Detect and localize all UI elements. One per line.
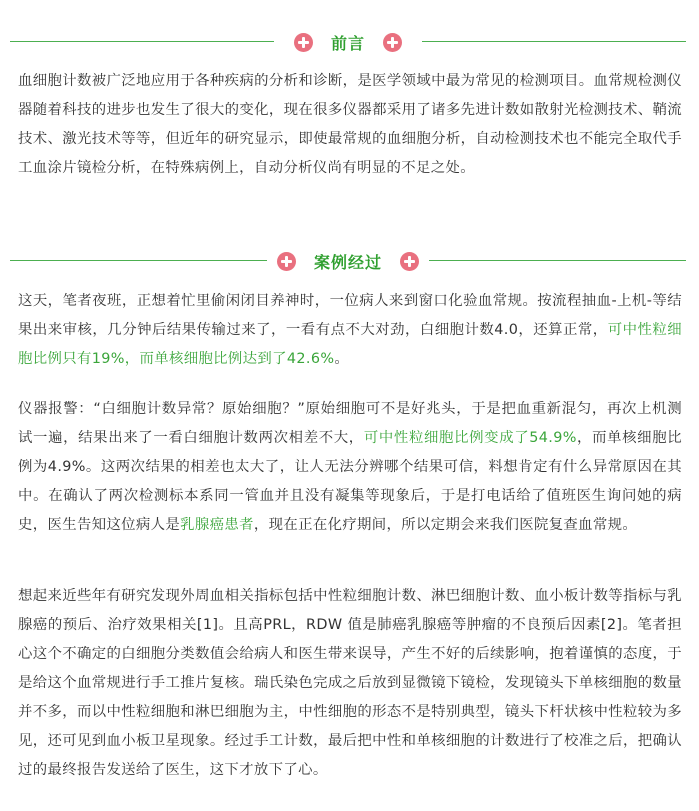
section-title: 案例经过 xyxy=(313,252,382,272)
highlight-text: 乳腺癌患者 xyxy=(180,517,254,533)
section-header-preface xyxy=(10,30,686,54)
plus-circle-icon xyxy=(400,252,419,271)
text-run: ，而单核细胞比例为4.9%。这两次结果的相差也太大了，让人无法分辨哪个结果可信，料想肯定有什么异常原因在其中。在确认了两次检测标本系同一管血并且没有凝集等现象后，于是打电话给了值班医生询问她的病史，医生告知这位病人是 xyxy=(18,430,682,533)
plus-circle-icon xyxy=(294,33,313,52)
plus-circle-icon xyxy=(277,252,296,271)
preface-paragraph xyxy=(18,67,682,183)
case-paragraph-1 xyxy=(18,287,682,374)
text-run: 血细胞计数被广泛地应用于各种疾病的分析和诊断，是医学领域中最为常见的检测项目。血常规检测仪器随着科技的进步也发生了很大的变化，现在很多仪器都采用了诸多先进计数如散射光检测技术、鞘流技术、激光技术等等，但近年的研究显示，即使最常规的血细胞分析，自动检测技术也不能完全取代手工血涂片镜检分析，在特殊病例上，自动分析仪尚有明显的不足之处。 xyxy=(18,73,682,176)
section-title: 前言 xyxy=(330,33,365,53)
text-run: 想起来近些年有研究发现外周血相关指标包括中性粒细胞计数、淋巴细胞计数、血小板计数等指标与乳腺癌的预后、治疗效果相关[1]。且高PRL，RDW 值是肺癌乳腺癌等肿瘤的不良预后因素[2]。笔者担心这个不确定的白细胞分类数值会给病人和医生带来误导，产生不好的后续影响，抱着谨慎的态度，于是给这个血常规进行手工推片复核。瑞氏染色完成之后放到显微镜下镜检，发现镜头下单核细胞的数量并不多，而以中性粒细胞和淋巴细胞为主，中性细胞的形态不是特别典型，镜头下杆状核中性粒较为多见，还可见到血小板卫星现象。经过手工计数，最后把中性和单核细胞的计数进行了校准之后，把确认过的最终报告发送给了医生，这下才放下了心。 xyxy=(18,588,682,778)
highlight-text: 可中性粒细胞比例变成了54.9% xyxy=(363,430,577,446)
highlight-text: 可中性粒细胞比例只有19%，而单核细胞比例达到了42.6% xyxy=(18,322,682,367)
plus-circle-icon xyxy=(383,33,402,52)
text-run: 仪器报警：“白细胞计数异常？原始细胞？”原始细胞可不是好兆头，于是把血重新混匀，再次上机测试一遍，结果出来了一看白细胞计数两次相差不大， xyxy=(18,401,682,446)
text-run: 。 xyxy=(334,351,350,367)
text-run: ，现在正在化疗期间，所以定期会来我们医院复查血常规。 xyxy=(253,517,638,533)
case-paragraph-2 xyxy=(18,395,682,540)
case-paragraph-3 xyxy=(18,582,682,785)
section-header-case xyxy=(10,249,686,273)
text-run: 这天，笔者夜班，正想着忙里偷闲闭目养神时，一位病人来到窗口化验血常规。按流程抽血-上机-等结果出来审核，几分钟后结果传输过来了，一看有点不大对劲，白细胞计数4.0，还算正常， xyxy=(18,293,682,338)
